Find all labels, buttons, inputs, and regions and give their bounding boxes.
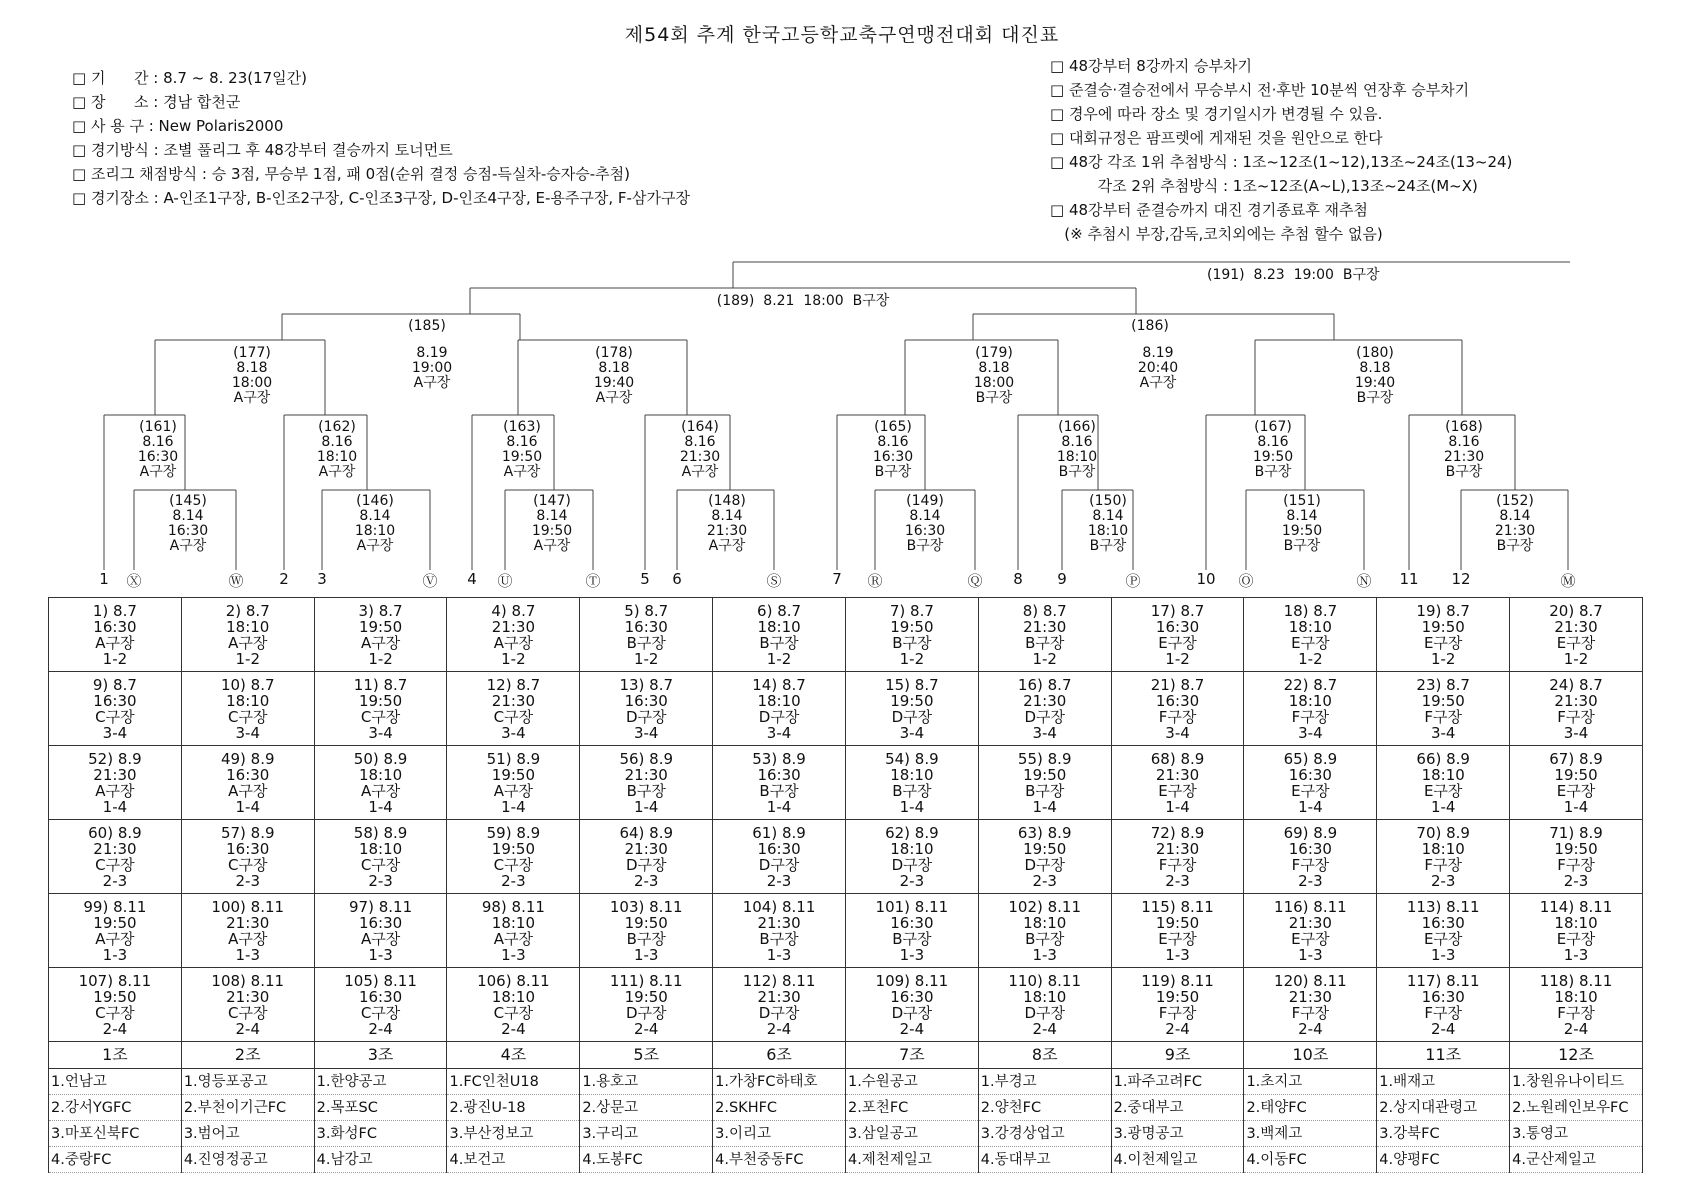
info-right (1050, 54, 1512, 246)
schedule-cell: 115) 8.11 19:50 E구장 1-3 (1111, 894, 1244, 968)
schedule-cell: 109) 8.11 16:30 D구장 2-4 (845, 968, 978, 1042)
page-title: 제54회 추계 한국고등학교축구연맹전대회 대진표 (624, 24, 1060, 46)
schedule-cell: 114) 8.11 18:10 E구장 1-3 (1510, 894, 1643, 968)
group-header: 2조 (181, 1042, 314, 1069)
schedule-cell: 10) 8.7 18:10 C구장 3-4 (181, 672, 314, 746)
seed-label: 2 (279, 570, 289, 588)
info-left (72, 66, 690, 210)
round32-match-label: (168) 8.16 21:30 B구장 (1443, 419, 1485, 480)
schedule-cell: 2) 8.7 18:10 A구장 1-2 (181, 598, 314, 672)
team-cell: 2.태양FC (1244, 1095, 1377, 1121)
team-cell: 1.수원공고 (845, 1069, 978, 1095)
schedule-cell: 112) 8.11 21:30 D구장 2-4 (713, 968, 846, 1042)
schedule-cell: 21) 8.7 16:30 F구장 3-4 (1111, 672, 1244, 746)
group-header: 6조 (713, 1042, 846, 1069)
schedule-cell: 101) 8.11 16:30 B구장 1-3 (845, 894, 978, 968)
schedule-cell: 70) 8.9 18:10 F구장 2-3 (1377, 820, 1510, 894)
schedule-row (49, 598, 1643, 672)
team-cell: 2.상지대관령고 (1377, 1095, 1510, 1121)
team-cell: 2.상문고 (580, 1095, 713, 1121)
schedule-cell: 97) 8.11 16:30 A구장 1-3 (314, 894, 447, 968)
schedule-cell: 7) 8.7 19:50 B구장 1-2 (845, 598, 978, 672)
seed-label: Ⓢ (766, 572, 782, 590)
schedule-cell: 59) 8.9 19:50 C구장 2-3 (447, 820, 580, 894)
team-row (49, 1121, 1643, 1147)
seed-label: 10 (1196, 570, 1216, 588)
schedule-cell: 57) 8.9 16:30 C구장 2-3 (181, 820, 314, 894)
schedule-cell: 50) 8.9 18:10 A구장 1-4 (314, 746, 447, 820)
group-header: 11조 (1377, 1042, 1510, 1069)
round48-match-label: (151) 8.14 19:50 B구장 (1281, 493, 1323, 554)
round48-match-label: (146) 8.14 18:10 A구장 (354, 493, 396, 554)
quarterfinal-match-info: 8.19 20:40 A구장 (1137, 345, 1179, 391)
team-cell: 4.부천중동FC (713, 1147, 846, 1173)
schedule-cell: 51) 8.9 19:50 A구장 1-4 (447, 746, 580, 820)
schedule-cell: 116) 8.11 21:30 E구장 1-3 (1244, 894, 1377, 968)
schedule-cell: 113) 8.11 16:30 E구장 1-3 (1377, 894, 1510, 968)
seed-label: Ⓟ (1125, 572, 1141, 590)
schedule-cell: 98) 8.11 18:10 A구장 1-3 (447, 894, 580, 968)
seed-label: Ⓜ (1560, 572, 1576, 590)
team-cell: 3.부산정보고 (447, 1121, 580, 1147)
round48-match-label: (148) 8.14 21:30 A구장 (706, 493, 748, 554)
group-header: 12조 (1510, 1042, 1643, 1069)
team-cell: 3.이리고 (713, 1121, 846, 1147)
group-header-row (49, 1042, 1643, 1069)
schedule-cell: 56) 8.9 21:30 B구장 1-4 (580, 746, 713, 820)
semifinal-match-label: (189) 8.21 18:00 B구장 (716, 293, 890, 309)
round32-match-label: (164) 8.16 21:30 A구장 (679, 419, 721, 480)
schedule-cell: 6) 8.7 18:10 B구장 1-2 (713, 598, 846, 672)
schedule-row (49, 672, 1643, 746)
quarterfinal-match-no: (185) (408, 318, 446, 334)
team-cell: 3.통영고 (1510, 1121, 1643, 1147)
round32-match-label: (162) 8.16 18:10 A구장 (316, 419, 358, 480)
team-cell: 4.보건고 (447, 1147, 580, 1173)
round48-match-label: (152) 8.14 21:30 B구장 (1494, 493, 1536, 554)
schedule-cell: 118) 8.11 18:10 F구장 2-4 (1510, 968, 1643, 1042)
schedule-cell: 72) 8.9 21:30 F구장 2-3 (1111, 820, 1244, 894)
seed-label: Ⓝ (1356, 572, 1372, 590)
group-header: 8조 (978, 1042, 1111, 1069)
team-cell: 4.도봉FC (580, 1147, 713, 1173)
schedule-row (49, 820, 1643, 894)
schedule-cell: 117) 8.11 16:30 F구장 2-4 (1377, 968, 1510, 1042)
info-right-line: □ 경우에 따라 장소 및 경기일시가 변경될 수 있음. (1050, 105, 1383, 123)
team-cell: 2.양천FC (978, 1095, 1111, 1121)
seed-label: Ⓞ (1238, 572, 1254, 590)
schedule-row (49, 894, 1643, 968)
round16-match-label: (178) 8.18 19:40 A구장 (593, 345, 635, 406)
team-row (49, 1147, 1643, 1173)
team-cell: 1.창원유나이티드 (1510, 1069, 1643, 1095)
schedule-cell: 100) 8.11 21:30 A구장 1-3 (181, 894, 314, 968)
team-cell: 1.영등포공고 (181, 1069, 314, 1095)
team-cell: 3.백제고 (1244, 1121, 1377, 1147)
team-cell: 3.강북FC (1377, 1121, 1510, 1147)
group-header: 9조 (1111, 1042, 1244, 1069)
info-right-line: □ 대회규정은 팜프렛에 게재된 것을 원안으로 한다 (1050, 129, 1383, 147)
team-cell: 2.부천이기근FC (181, 1095, 314, 1121)
round16-match-label: (180) 8.18 19:40 B구장 (1354, 345, 1396, 406)
team-cell: 2.포천FC (845, 1095, 978, 1121)
seed-label: Ⓣ (585, 572, 601, 590)
team-cell: 3.강경상업고 (978, 1121, 1111, 1147)
schedule-cell: 62) 8.9 18:10 D구장 2-3 (845, 820, 978, 894)
team-cell: 2.중대부고 (1111, 1095, 1244, 1121)
schedule-cell: 3) 8.7 19:50 A구장 1-2 (314, 598, 447, 672)
schedule-cell: 119) 8.11 19:50 F구장 2-4 (1111, 968, 1244, 1042)
schedule-cell: 49) 8.9 16:30 A구장 1-4 (181, 746, 314, 820)
team-cell: 4.이동FC (1244, 1147, 1377, 1173)
schedule-cell: 16) 8.7 21:30 D구장 3-4 (978, 672, 1111, 746)
team-cell: 3.삼일공고 (845, 1121, 978, 1147)
info-left-line: □ 경기장소 : A-인조1구장, B-인조2구장, C-인조3구장, D-인조4구장, E-용주구장, F-삼가구장 (72, 189, 690, 207)
schedule-cell: 67) 8.9 19:50 E구장 1-4 (1510, 746, 1643, 820)
schedule-cell: 54) 8.9 18:10 B구장 1-4 (845, 746, 978, 820)
team-cell: 1.부경고 (978, 1069, 1111, 1095)
schedule-cell: 68) 8.9 21:30 E구장 1-4 (1111, 746, 1244, 820)
schedule-cell: 52) 8.9 21:30 A구장 1-4 (49, 746, 182, 820)
seed-label: 5 (640, 570, 650, 588)
round32-match-label: (165) 8.16 16:30 B구장 (872, 419, 914, 480)
team-cell: 4.동대부고 (978, 1147, 1111, 1173)
seed-label: 12 (1451, 570, 1471, 588)
schedule-cell: 103) 8.11 19:50 B구장 1-3 (580, 894, 713, 968)
group-header: 4조 (447, 1042, 580, 1069)
quarterfinal-match-no: (186) (1131, 318, 1169, 334)
info-right-line: □ 48강부터 준결승까지 대진 경기종료후 재추첨 (1050, 201, 1368, 219)
round32-match-label: (163) 8.16 19:50 A구장 (501, 419, 543, 480)
schedule-cell: 65) 8.9 16:30 E구장 1-4 (1244, 746, 1377, 820)
schedule-cell: 14) 8.7 18:10 D구장 3-4 (713, 672, 846, 746)
seed-label: 3 (317, 570, 327, 588)
info-right-line: □ 48강 각조 1위 추첨방식 : 1조~12조(1~12),13조~24조(13~24) (1050, 153, 1513, 171)
team-cell: 1.가창FC하태호 (713, 1069, 846, 1095)
schedule-cell: 18) 8.7 18:10 E구장 1-2 (1244, 598, 1377, 672)
schedule-cell: 53) 8.9 16:30 B구장 1-4 (713, 746, 846, 820)
schedule-cell: 104) 8.11 21:30 B구장 1-3 (713, 894, 846, 968)
round48-match-label: (150) 8.14 18:10 B구장 (1087, 493, 1129, 554)
schedule-table (48, 597, 1643, 1173)
team-row (49, 1095, 1643, 1121)
team-cell: 4.진영정공고 (181, 1147, 314, 1173)
schedule-cell: 66) 8.9 18:10 E구장 1-4 (1377, 746, 1510, 820)
info-left-line: □ 기 간 : 8.7 ~ 8. 23(17일간) (72, 69, 308, 87)
seed-label: 7 (832, 570, 842, 588)
schedule-cell: 11) 8.7 19:50 C구장 3-4 (314, 672, 447, 746)
schedule-cell: 19) 8.7 19:50 E구장 1-2 (1377, 598, 1510, 672)
info-left-line: □ 조리그 채점방식 : 승 3점, 무승부 1점, 패 0점(순위 결정 승점-득실차-승자승-추첨) (72, 165, 630, 183)
schedule-cell: 1) 8.7 16:30 A구장 1-2 (49, 598, 182, 672)
info-right-line: 각조 2위 추첨방식 : 1조~12조(A~L),13조~24조(M~X) (1050, 177, 1478, 195)
group-header: 5조 (580, 1042, 713, 1069)
schedule-cell: 60) 8.9 21:30 C구장 2-3 (49, 820, 182, 894)
schedule-cell: 111) 8.11 19:50 D구장 2-4 (580, 968, 713, 1042)
info-left-line: □ 사 용 구 : New Polaris2000 (72, 117, 284, 135)
team-cell: 1.배재고 (1377, 1069, 1510, 1095)
team-cell: 4.군산제일고 (1510, 1147, 1643, 1173)
group-header: 3조 (314, 1042, 447, 1069)
schedule-cell: 13) 8.7 16:30 D구장 3-4 (580, 672, 713, 746)
team-cell: 3.범어고 (181, 1121, 314, 1147)
schedule-cell: 102) 8.11 18:10 B구장 1-3 (978, 894, 1111, 968)
seed-label: 11 (1399, 570, 1419, 588)
schedule-cell: 4) 8.7 21:30 A구장 1-2 (447, 598, 580, 672)
quarterfinal-match-info: 8.19 19:00 A구장 (411, 345, 453, 391)
team-cell: 4.중랑FC (49, 1147, 182, 1173)
schedule-cell: 20) 8.7 21:30 E구장 1-2 (1510, 598, 1643, 672)
seed-label: Ⓡ (867, 572, 883, 590)
seed-label: Ⓦ (228, 572, 244, 590)
schedule-cell: 15) 8.7 19:50 D구장 3-4 (845, 672, 978, 746)
round48-match-label: (147) 8.14 19:50 A구장 (531, 493, 573, 554)
seed-label: Ⓠ (967, 572, 983, 590)
team-cell: 4.남강고 (314, 1147, 447, 1173)
team-cell: 2.노원레인보우FC (1510, 1095, 1643, 1121)
seed-label: Ⓧ (126, 572, 142, 590)
schedule-cell: 105) 8.11 16:30 C구장 2-4 (314, 968, 447, 1042)
schedule-cell: 23) 8.7 19:50 F구장 3-4 (1377, 672, 1510, 746)
team-cell: 4.양평FC (1377, 1147, 1510, 1173)
team-cell: 2.강서YGFC (49, 1095, 182, 1121)
schedule-cell: 12) 8.7 21:30 C구장 3-4 (447, 672, 580, 746)
schedule-cell: 64) 8.9 21:30 D구장 2-3 (580, 820, 713, 894)
info-left-line: □ 경기방식 : 조별 풀리그 후 48강부터 결승까지 토너먼트 (72, 141, 453, 159)
group-header: 7조 (845, 1042, 978, 1069)
final-match-label: (191) 8.23 19:00 B구장 (1207, 267, 1380, 283)
schedule-cell: 120) 8.11 21:30 F구장 2-4 (1244, 968, 1377, 1042)
schedule-row (49, 746, 1643, 820)
seed-label: Ⓤ (497, 572, 513, 590)
schedule-cell: 63) 8.9 19:50 D구장 2-3 (978, 820, 1111, 894)
schedule-row (49, 968, 1643, 1042)
round16-match-label: (179) 8.18 18:00 B구장 (973, 345, 1015, 406)
schedule-cell: 106) 8.11 18:10 C구장 2-4 (447, 968, 580, 1042)
team-cell: 1.초지고 (1244, 1069, 1377, 1095)
round16-match-label: (177) 8.18 18:00 A구장 (231, 345, 273, 406)
schedule-cell: 58) 8.9 18:10 C구장 2-3 (314, 820, 447, 894)
schedule-cell: 17) 8.7 16:30 E구장 1-2 (1111, 598, 1244, 672)
info-right-line: (※ 추첨시 부장,감독,코치외에는 추첨 할수 없음) (1050, 225, 1383, 243)
schedule-cell: 5) 8.7 16:30 B구장 1-2 (580, 598, 713, 672)
schedule-cell: 8) 8.7 21:30 B구장 1-2 (978, 598, 1111, 672)
team-cell: 1.한양공고 (314, 1069, 447, 1095)
team-cell: 1.언남고 (49, 1069, 182, 1095)
round32-match-label: (167) 8.16 19:50 B구장 (1252, 419, 1294, 480)
schedule-cell: 108) 8.11 21:30 C구장 2-4 (181, 968, 314, 1042)
team-cell: 3.화성FC (314, 1121, 447, 1147)
info-left-line: □ 장 소 : 경남 합천군 (72, 93, 241, 111)
team-cell: 2.광진U-18 (447, 1095, 580, 1121)
seed-label: 4 (467, 570, 477, 588)
team-cell: 4.이천제일고 (1111, 1147, 1244, 1173)
schedule-cell: 22) 8.7 18:10 F구장 3-4 (1244, 672, 1377, 746)
team-cell: 3.마포신북FC (49, 1121, 182, 1147)
team-cell: 1.파주고려FC (1111, 1069, 1244, 1095)
schedule-cell: 61) 8.9 16:30 D구장 2-3 (713, 820, 846, 894)
group-header: 1조 (49, 1042, 182, 1069)
team-cell: 1.용호고 (580, 1069, 713, 1095)
round32-match-label: (166) 8.16 18:10 B구장 (1056, 419, 1098, 480)
schedule-cell: 55) 8.9 19:50 B구장 1-4 (978, 746, 1111, 820)
round32-match-label: (161) 8.16 16:30 A구장 (137, 419, 179, 480)
schedule-cell: 110) 8.11 18:10 D구장 2-4 (978, 968, 1111, 1042)
schedule-cell: 24) 8.7 21:30 F구장 3-4 (1510, 672, 1643, 746)
team-cell: 1.FC인천U18 (447, 1069, 580, 1095)
schedule-cell: 107) 8.11 19:50 C구장 2-4 (49, 968, 182, 1042)
seed-label: 8 (1013, 570, 1023, 588)
seed-label: 1 (99, 570, 109, 588)
seed-label: 6 (672, 570, 682, 588)
team-cell: 3.광명공고 (1111, 1121, 1244, 1147)
schedule-cell: 9) 8.7 16:30 C구장 3-4 (49, 672, 182, 746)
team-row (49, 1069, 1643, 1095)
team-cell: 2.목포SC (314, 1095, 447, 1121)
schedule-cell: 71) 8.9 19:50 F구장 2-3 (1510, 820, 1643, 894)
round48-match-label: (145) 8.14 16:30 A구장 (167, 493, 209, 554)
seed-label: 9 (1057, 570, 1067, 588)
round48-match-label: (149) 8.14 16:30 B구장 (904, 493, 946, 554)
seed-label: Ⓥ (422, 572, 438, 590)
team-cell: 4.제천제일고 (845, 1147, 978, 1173)
info-right-line: □ 준결승·결승전에서 무승부시 전·후반 10분씩 연장후 승부차기 (1050, 81, 1470, 99)
team-cell: 3.구리고 (580, 1121, 713, 1147)
schedule-cell: 99) 8.11 19:50 A구장 1-3 (49, 894, 182, 968)
team-cell: 2.SKHFC (713, 1095, 846, 1121)
info-right-line: □ 48강부터 8강까지 승부차기 (1050, 57, 1253, 75)
schedule-cell: 69) 8.9 16:30 F구장 2-3 (1244, 820, 1377, 894)
group-header: 10조 (1244, 1042, 1377, 1069)
